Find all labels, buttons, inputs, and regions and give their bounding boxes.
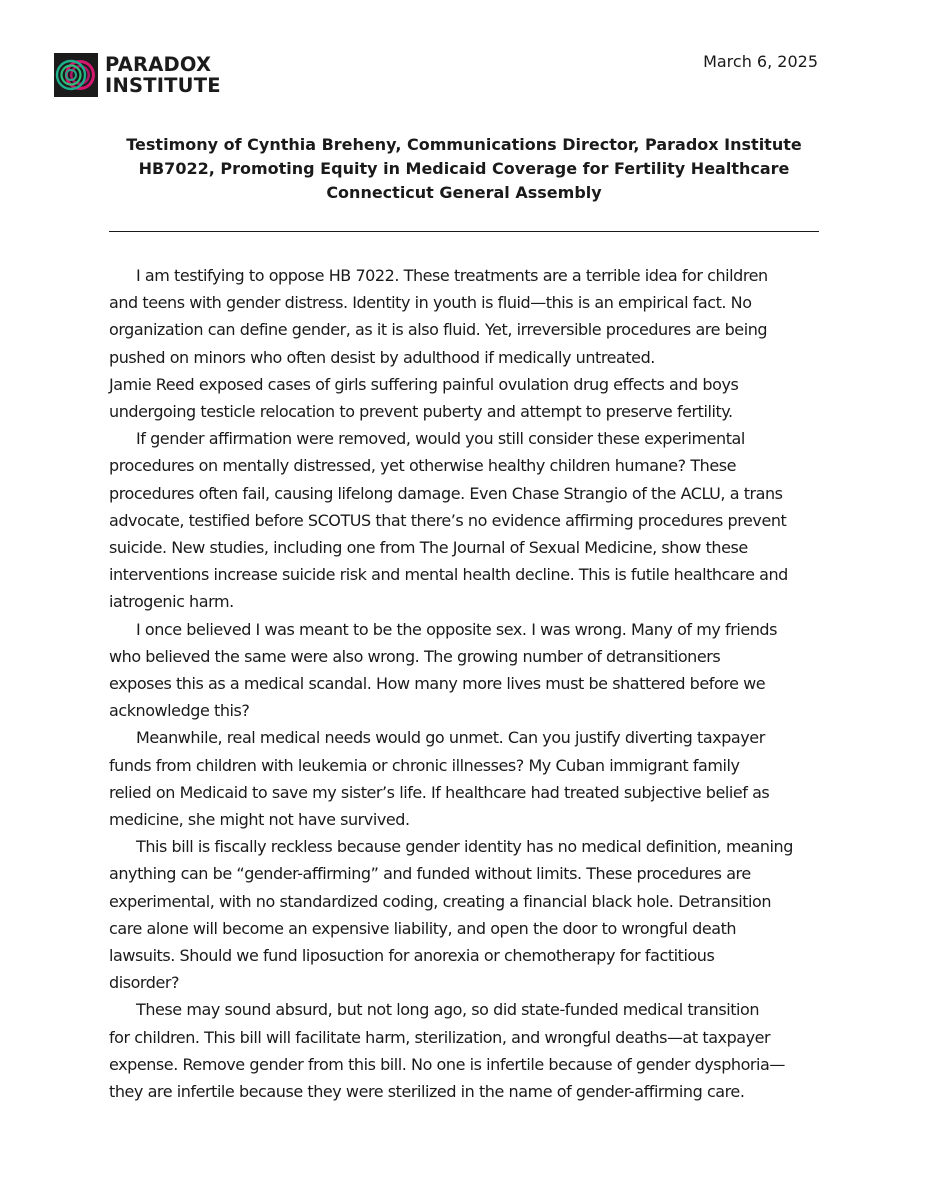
testimony-heading [109, 133, 819, 205]
logo-wordmark-line2: INSTITUTE [105, 74, 221, 97]
paradox-rings-icon [54, 53, 98, 97]
heading-divider [109, 231, 819, 232]
body-line: procedures often fail, causing lifelong damage. Even Chase Strangio of the ACLU, a trans [109, 483, 783, 503]
body-line: who believed the same were also wrong. The growing number of detransitioners [109, 646, 721, 666]
body-line: procedures on mentally distressed, yet otherwise healthy children humane? These [109, 456, 737, 476]
body-line: undergoing testicle relocation to prevent puberty and attempt to preserve fertility. [109, 402, 733, 422]
body-line: lawsuits. Should we fund liposuction for anorexia or chemotherapy for factitious [109, 946, 715, 966]
body-line: iatrogenic harm. [109, 592, 234, 612]
body-line: These may sound absurd, but not long ago, so did state-funded medical transition [136, 1000, 760, 1020]
body-line: medicine, she might not have survived. [109, 810, 410, 830]
testimony-body [109, 262, 821, 1105]
paradox-institute-logo [54, 53, 221, 97]
logo-wordmark-line1: PARADOX [105, 53, 212, 76]
body-line: exposes this as a medical scandal. How many more lives must be shattered before we [109, 674, 766, 694]
body-line: disorder? [109, 973, 180, 993]
body-line: and teens with gender distress. Identity in youth is fluid—this is an empirical fact. No [109, 293, 752, 313]
body-line: experimental, with no standardized coding, creating a financial black hole. Detransition [109, 891, 772, 911]
heading-line-2: HB7022, Promoting Equity in Medicaid Coverage for Fertility Healthcare [138, 159, 790, 178]
body-line: interventions increase suicide risk and mental health decline. This is futile healthcare and [109, 565, 788, 585]
body-line: If gender affirmation were removed, would you still consider these experimental [136, 429, 745, 449]
body-line: I am testifying to oppose HB 7022. These treatments are a terrible idea for children [136, 266, 768, 285]
body-line: care alone will become an expensive liability, and open the door to wrongful death [109, 918, 737, 938]
body-line: suicide. New studies, including one from The Journal of Sexual Medicine, show these [109, 538, 748, 558]
body-line: they are infertile because they were sterilized in the name of gender-affirming care. [109, 1082, 745, 1102]
body-line: I once believed I was meant to be the opposite sex. I was wrong. Many of my friends [136, 619, 778, 639]
heading-line-3: Connecticut General Assembly [326, 183, 602, 202]
heading-line-1: Testimony of Cynthia Breheny, Communications Director, Paradox Institute [126, 135, 802, 154]
document-date: March 6, 2025 [703, 52, 818, 71]
body-line: advocate, testified before SCOTUS that there’s no evidence affirming procedures prevent [109, 510, 787, 530]
logo-wordmark [105, 54, 221, 96]
body-line: Jamie Reed exposed cases of girls suffering painful ovulation drug effects and boys [109, 374, 739, 394]
body-line: acknowledge this? [109, 701, 250, 721]
body-line: anything can be “gender-affirming” and funded without limits. These procedures are [109, 864, 751, 884]
body-line: funds from children with leukemia or chronic illnesses? My Cuban immigrant family [109, 755, 740, 775]
body-line: for children. This bill will facilitate harm, sterilization, and wrongful deaths—at taxpayer [109, 1027, 771, 1047]
body-line: relied on Medicaid to save my sister’s life. If healthcare had treated subjective belief as [109, 782, 770, 802]
body-line: Meanwhile, real medical needs would go unmet. Can you justify diverting taxpayer [136, 728, 765, 748]
body-line: organization can define gender, as it is also fluid. Yet, irreversible procedures are being [109, 320, 768, 340]
body-line: pushed on minors who often desist by adulthood if medically untreated. [109, 347, 655, 367]
body-line: expense. Remove gender from this bill. No one is infertile because of gender dysphoria— [109, 1054, 785, 1074]
body-line: This bill is fiscally reckless because gender identity has no medical definition, meaning [136, 837, 793, 857]
